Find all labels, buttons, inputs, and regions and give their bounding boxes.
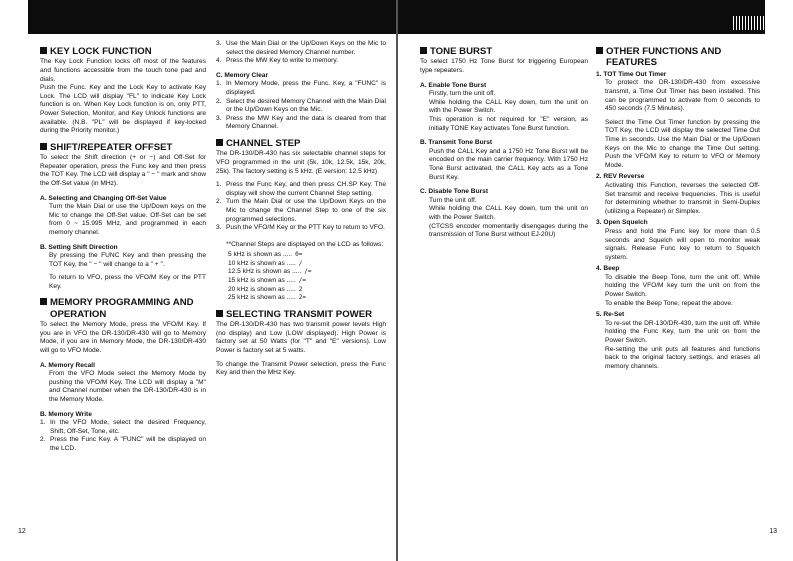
paragraph: By pressing the FUNC Key and then pressing the TOT Key, the " − " will change to a " + ". <box>49 252 206 268</box>
page-gutter <box>396 0 398 561</box>
channel-step-row: 25 kHz is shown as ..... 2= <box>228 294 307 302</box>
paragraph: From the VFO Mode select the Memory Mode by pushing the VFO/M Key. The LCD will display a "M" and Channel number when the DR-130/DR-430 is in the Memory Mode. <box>49 370 206 404</box>
section-heading: SHIFT/REPEATER OFFSET <box>40 143 206 153</box>
paragraph: Push the Func. Key and the Lock Key to activate Key Lock. The LCD will display "FL" to indicate Key Lock function is on. When Key Lock function is on, only PTT, Power Selection, Monitor, and Key Unlock functions are available. (N.B. "PL" will be displayed if key-locked during the Priority monitor.) <box>40 84 206 135</box>
channel-step-row: 5 kHz is shown as ..... 0= <box>228 251 303 259</box>
square-bullet-icon <box>40 47 47 54</box>
paragraph: Press and hold the Func key for more than 0.5 seconds and Squelch will open to monitor weak signals. Release Func key to return to Squelch system. <box>605 227 760 261</box>
subheading: C. Disable Tone Burst <box>420 188 489 196</box>
list-item: 1. Press the Func Key, and then press CH.SP Key. The display will show the current Channel Step setting. <box>216 181 386 197</box>
list-item: 1. In the VFO Mode, select the desired Frequency, Shift, Off-Set, Tone, etc. <box>40 419 206 435</box>
column-1 <box>40 40 206 454</box>
lcd-glyph: 2= <box>298 294 307 302</box>
page-number-left: 12 <box>18 528 26 535</box>
square-bullet-icon <box>40 298 47 305</box>
section-heading: SELECTING TRANSMIT POWER <box>216 310 386 320</box>
section-heading: TONE BURST <box>420 47 588 57</box>
subheading: A. Selecting and Changing Off-Set Value <box>40 194 167 202</box>
lcd-glyph: /= <box>298 277 307 285</box>
paragraph: Push the CALL Key and a 1750 Hz Tone Burst will be encoded on the main carrier frequency. With 1750 Hz Tone Burst activated, the CALL Key acts as a Tone Burst Key. <box>429 147 588 181</box>
channel-step-row: 12.5 kHz is shown as ..... /= <box>228 268 312 276</box>
subheading: B. Setting Shift Direction <box>40 243 118 251</box>
paragraph: Re-setting the unit puts all features and functions back to the original factory settings, and erases all memory channels. <box>605 345 760 370</box>
paragraph: The DR-130/DR-430 has six selectable channel steps for VFO programmed in the unit (5k, 10k, 12.5k, 15k, 20k, 25k). The factory setting is 5 kHz. (E version: 12.5 kHz) <box>216 150 386 175</box>
paragraph: While holding the CALL Key down, turn the unit on with the Power Switch. <box>429 98 588 115</box>
section-heading: KEY LOCK FUNCTION <box>40 47 206 57</box>
paragraph: To re-set the DR-130/DR-430, turn the unit off. While holding the Func Key, turn the unit on from the Power Switch. <box>605 319 760 345</box>
list-item: 1. In Memory Mode, press the Func. Key, a "FUNC" is displayed. <box>216 80 386 96</box>
list-item: 3. Use the Main Dial or the Up/Down Keys on the Mic to select the desired Memory Channel number. <box>216 40 386 56</box>
list-item: 3. Press the MW Key and the data is cleared from that Memory Channel. <box>216 114 386 131</box>
note: **Channel Steps are displayed on the LCD as follows: <box>226 240 384 248</box>
paragraph: Activating this Function, reverses the selected Off-Set transmit and receive frequencies. This is useful for determining whether to transmit in Semi-Duplex (utilizing a Repeater) or Simplex. <box>605 181 760 215</box>
column-2 <box>216 40 386 378</box>
page-number-right: 13 <box>769 528 777 535</box>
list-item: 2. Press the Func Key. A "FUNC" will be displayed on the LCD. <box>40 436 206 452</box>
lcd-glyph: /= <box>304 268 312 276</box>
square-bullet-icon <box>596 47 603 54</box>
paragraph: To change the Transmit Power selection, press the Func Key and then the MHz Key. <box>216 360 386 377</box>
section-heading: CHANNEL STEP <box>216 139 386 149</box>
section-heading-cont: OPERATION <box>50 308 107 320</box>
list-item: 2. Turn the Main Dial or use the Up/Down Keys on the Mic to change the Channel Step to one of the six programmed selections. <box>216 198 386 223</box>
lcd-glyph: 2 <box>298 285 303 293</box>
paragraph: The Key Lock Function locks off most of the features and functions accessible from the touch tone pad and dials. <box>40 58 206 83</box>
square-bullet-icon <box>40 143 47 150</box>
header-bar-right <box>398 0 765 34</box>
subheading: A. Enable Tone Burst <box>420 81 487 89</box>
channel-step-row: 20 kHz is shown as ..... 2 <box>228 285 303 293</box>
square-bullet-icon <box>420 47 427 54</box>
paragraph: To enable the Beep Tone, repeat the above. <box>605 299 733 307</box>
paragraph: Firstly, turn the unit off. <box>429 90 496 98</box>
paragraph: This operation is not required for "E" version, as initially TONE Key activates Tone Burst function. <box>429 115 588 132</box>
paragraph: To disable the Beep Tone, turn the unit off. While holding the VFO/M key turn the unit on from the Power Switch. <box>605 273 760 299</box>
paragraph: The DR-130/DR-430 has two transmit power levels High (no display) and Low (LOW displayed). High Power is factory set at 50 Watts (for "T" and "E" versions). Low Power is factory set at 5 watts. <box>216 321 386 355</box>
channel-step-row: 10 kHz is shown as ..... / <box>228 259 303 267</box>
paragraph: (CTCSS encoder momentarily disengages during the transmission of Tone Burst without EJ-20U) <box>429 222 588 239</box>
channel-step-row: 15 kHz is shown as ..... /= <box>228 277 307 285</box>
lcd-glyph: 0= <box>295 251 303 259</box>
subheading: B. Memory Write <box>40 410 92 418</box>
numbered-heading: 2. REV Reverse <box>596 173 645 181</box>
subheading: A. Memory Recall <box>40 361 95 369</box>
paragraph: To select the Shift direction (+ or −) and Off-Set for Repeater operation, press the Func key and then press the TOT Key. The LCD will display a " − " mark and show the Off-Set value (in MHz). <box>40 154 206 187</box>
section-heading: OTHER FUNCTIONS AND <box>596 47 760 57</box>
paragraph: Turn the unit off. <box>429 196 477 204</box>
numbered-heading: 5. Re-Set <box>596 311 625 319</box>
paragraph: While holding the CALL Key down, turn the unit on with the Power Switch. <box>429 205 588 221</box>
paragraph: Turn the Main Dial or use the Up/Down keys on the Mic to change the Off-Set value. Off-Set can be set from 0 ~ 15.995 MHz, and programmed in each memory channel. <box>49 203 206 236</box>
paragraph: To return to VFO, press the VFO/M Key or the PTT Key. <box>49 274 206 290</box>
numbered-heading: 3. Open Squelch <box>596 219 648 227</box>
section-heading-cont: FEATURES <box>606 57 657 69</box>
section-heading: MEMORY PROGRAMMING AND <box>40 298 206 308</box>
header-bar-left <box>28 0 396 34</box>
paragraph: To select the Memory Mode, press the VFO/M Key. If you are in VFO the DR-130/DR-430 will go to Memory Mode, if you are in Memory Mode, the DR-130/DR-430 will go to VFO Mode. <box>40 321 206 355</box>
numbered-heading: 1. TOT Time Out Timer <box>596 70 667 78</box>
list-item: 2. Select the desired Memory Channel with the Main Dial or the Up/Down Keys on the Mic. <box>216 97 386 114</box>
barcode-mark <box>733 16 765 30</box>
numbered-heading: 4. Beep <box>596 265 620 273</box>
lcd-glyph: / <box>298 259 303 267</box>
list-item: 4. Press the MW Key to write to memory. <box>216 57 338 65</box>
subheading: C. Memory Clear <box>216 71 269 79</box>
paragraph: To protect the DR-130/DR-430 from excessive transmit, a Time Out Timer has been installed. This can be programmed to activate from 0 seconds to 450 seconds (7.5 Minutes). <box>605 79 760 113</box>
square-bullet-icon <box>216 310 223 317</box>
square-bullet-icon <box>216 139 223 146</box>
list-item: 3. Push the VFO/M Key or the PTT Key to return to VFO. <box>216 224 385 232</box>
subheading: B. Transmit Tone Burst <box>420 139 493 147</box>
paragraph: Select the Time Out Timer function by pressing the TOT Key, the LCD will display the selected Time Out Time in seconds. Use the Main Dial or the Up/Down Keys on the Mic to change the Time Out setting. Push the VFO/M Key to return to VFO or Memory Mode. <box>605 118 760 169</box>
column-3 <box>420 40 588 240</box>
column-4 <box>596 40 760 371</box>
paragraph: To select 1750 Hz Tone Burst for triggering European type repeaters. <box>420 58 588 74</box>
